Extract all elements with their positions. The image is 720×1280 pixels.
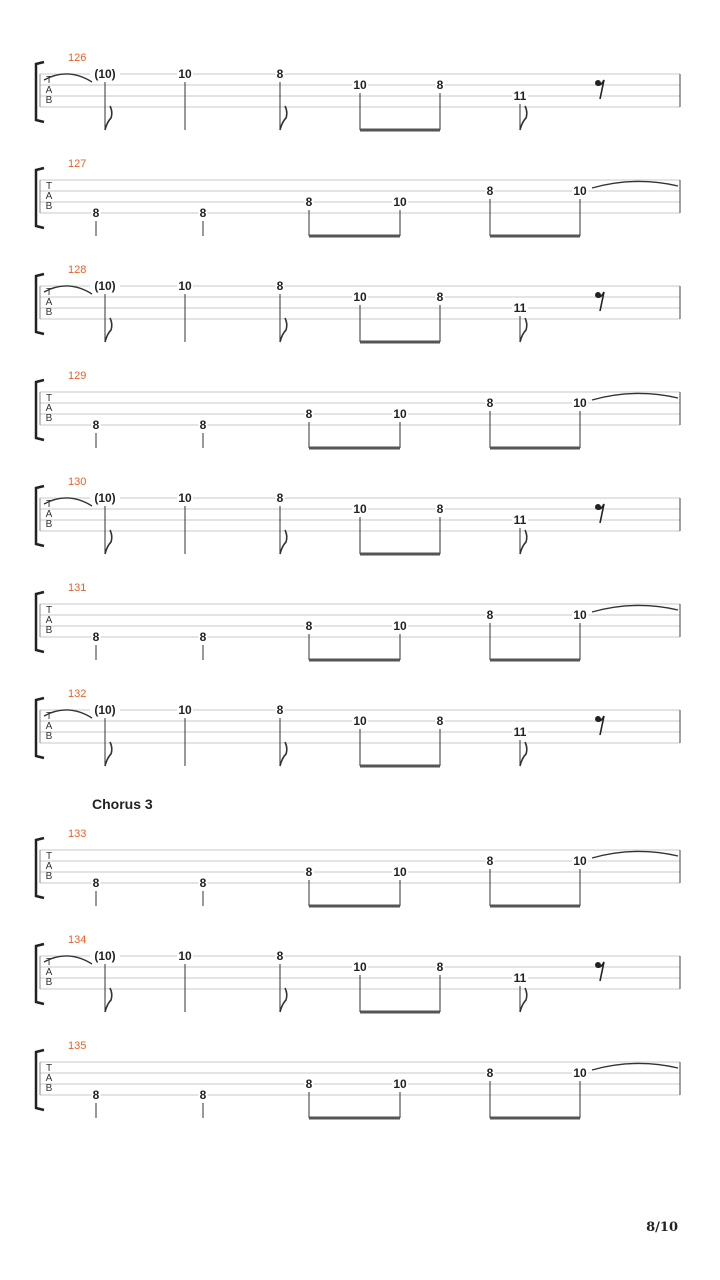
fret-number: 10: [353, 714, 367, 728]
fret-number: 8: [436, 290, 444, 304]
staff-system: [0, 934, 720, 1034]
fret-number: 8: [92, 418, 100, 432]
fret-number: 8: [199, 876, 207, 890]
fret-number: 11: [513, 301, 527, 315]
fret-number: 10: [353, 960, 367, 974]
tab-staff-svg: [0, 476, 720, 576]
staff-system: [0, 52, 720, 152]
eighth-flag: [280, 106, 287, 130]
tab-clef-letter: B: [45, 1083, 53, 1094]
tab-clef-letter: B: [45, 307, 53, 318]
fret-number: 10: [393, 619, 407, 633]
tab-staff-svg: [0, 582, 720, 682]
tab-clef-letter: A: [45, 403, 53, 414]
tab-clef-letter: B: [45, 201, 53, 212]
tab-clef-letter: T: [45, 287, 53, 298]
staff-system: [0, 370, 720, 470]
tab-clef-letter: T: [45, 181, 53, 192]
outgoing-tie: [592, 181, 678, 188]
tab-clef-letter: A: [45, 721, 53, 732]
fret-number: 10: [393, 407, 407, 421]
fret-number: 11: [513, 725, 527, 739]
measure-number: 128: [68, 264, 87, 276]
fret-number: 10: [178, 703, 192, 717]
fret-number: 8: [436, 502, 444, 516]
fret-number: 8: [199, 630, 207, 644]
fret-number: 10: [393, 1077, 407, 1091]
tab-clef-letter: T: [45, 711, 53, 722]
tab-clef-letter: A: [45, 967, 53, 978]
fret-number: 11: [513, 89, 527, 103]
fret-number: 8: [199, 418, 207, 432]
fret-number: (10): [94, 949, 116, 963]
fret-number: 8: [305, 195, 313, 209]
eighth-flag: [280, 988, 287, 1012]
outgoing-tie: [592, 851, 678, 858]
fret-number: 8: [92, 206, 100, 220]
staff-system: [0, 158, 720, 258]
fret-number: 10: [353, 78, 367, 92]
fret-number: 10: [178, 279, 192, 293]
measure-number: 133: [68, 828, 87, 840]
staff-system: [0, 828, 720, 928]
tab-clef-letter: B: [45, 95, 53, 106]
measure-number: 132: [68, 688, 87, 700]
fret-number: 8: [486, 396, 494, 410]
fret-number: 8: [276, 703, 284, 717]
tab-clef-letter: B: [45, 625, 53, 636]
fret-number: (10): [94, 703, 116, 717]
fret-number: 8: [305, 1077, 313, 1091]
fret-number: 10: [393, 195, 407, 209]
tab-clef-letter: A: [45, 615, 53, 626]
tab-clef-letter: A: [45, 861, 53, 872]
tab-staff-svg: [0, 264, 720, 364]
eighth-flag: [105, 106, 112, 130]
measure-number: 130: [68, 476, 87, 488]
fret-number: 8: [92, 1088, 100, 1102]
eighth-flag: [520, 318, 527, 342]
fret-number: 10: [353, 502, 367, 516]
staff-system: [0, 688, 720, 788]
staff-system: [0, 582, 720, 682]
fret-number: 11: [513, 513, 527, 527]
fret-number: 10: [573, 1066, 587, 1080]
measure-number: 134: [68, 934, 87, 946]
fret-number: 8: [486, 1066, 494, 1080]
outgoing-tie: [592, 393, 678, 400]
measure-number: 135: [68, 1040, 87, 1052]
fret-number: 8: [305, 865, 313, 879]
eighth-flag: [520, 106, 527, 130]
tab-staff-svg: [0, 688, 720, 788]
tab-staff-svg: [0, 158, 720, 258]
fret-number: 10: [178, 491, 192, 505]
fret-number: 10: [353, 290, 367, 304]
tab-clef-letter: A: [45, 191, 53, 202]
page-number: 8/10: [646, 1220, 678, 1235]
tab-clef-letter: B: [45, 871, 53, 882]
tab-clef-letter: T: [45, 393, 53, 404]
fret-number: 10: [573, 396, 587, 410]
tab-clef-letter: A: [45, 509, 53, 520]
eighth-flag: [520, 988, 527, 1012]
fret-number: 8: [486, 854, 494, 868]
fret-number: 8: [305, 407, 313, 421]
eighth-flag: [105, 988, 112, 1012]
eighth-flag: [105, 742, 112, 766]
eighth-flag: [105, 530, 112, 554]
eighth-flag: [280, 742, 287, 766]
tab-clef-letter: T: [45, 851, 53, 862]
tab-clef-letter: B: [45, 977, 53, 988]
staff-system: [0, 1040, 720, 1140]
tab-staff-svg: [0, 52, 720, 152]
fret-number: 8: [276, 67, 284, 81]
tab-staff-svg: [0, 828, 720, 928]
tab-clef-letter: A: [45, 85, 53, 96]
measure-number: 126: [68, 52, 87, 64]
tab-clef-letter: A: [45, 297, 53, 308]
tab-clef-letter: T: [45, 499, 53, 510]
fret-number: 8: [276, 491, 284, 505]
outgoing-tie: [592, 605, 678, 612]
fret-number: 8: [276, 279, 284, 293]
fret-number: (10): [94, 279, 116, 293]
fret-number: 10: [393, 865, 407, 879]
tab-clef-letter: T: [45, 605, 53, 616]
measure-number: 129: [68, 370, 87, 382]
tab-clef-letter: A: [45, 1073, 53, 1084]
fret-number: 10: [573, 184, 587, 198]
fret-number: (10): [94, 491, 116, 505]
tab-clef-letter: T: [45, 1063, 53, 1074]
staff-system: [0, 264, 720, 364]
fret-number: 8: [486, 184, 494, 198]
tab-staff-svg: [0, 934, 720, 1034]
eighth-flag: [105, 318, 112, 342]
fret-number: 11: [513, 971, 527, 985]
tab-staff-svg: [0, 1040, 720, 1140]
fret-number: 10: [573, 608, 587, 622]
eighth-flag: [280, 318, 287, 342]
fret-number: 10: [178, 67, 192, 81]
fret-number: 10: [573, 854, 587, 868]
fret-number: 8: [436, 78, 444, 92]
fret-number: 8: [199, 1088, 207, 1102]
fret-number: 8: [92, 630, 100, 644]
section-label: Chorus 3: [92, 796, 153, 812]
fret-number: 8: [436, 714, 444, 728]
fret-number: 8: [92, 876, 100, 890]
tab-clef-letter: B: [45, 731, 53, 742]
tab-staff-svg: [0, 370, 720, 470]
fret-number: 8: [199, 206, 207, 220]
tab-clef-letter: B: [45, 413, 53, 424]
outgoing-tie: [592, 1063, 678, 1070]
tab-clef-letter: T: [45, 75, 53, 86]
fret-number: 8: [305, 619, 313, 633]
fret-number: 8: [436, 960, 444, 974]
staff-system: [0, 476, 720, 576]
eighth-flag: [520, 742, 527, 766]
eighth-flag: [280, 530, 287, 554]
measure-number: 127: [68, 158, 87, 170]
fret-number: 10: [178, 949, 192, 963]
tab-clef-letter: T: [45, 957, 53, 968]
eighth-flag: [520, 530, 527, 554]
measure-number: 131: [68, 582, 87, 594]
fret-number: 8: [486, 608, 494, 622]
fret-number: 8: [276, 949, 284, 963]
tab-clef-letter: B: [45, 519, 53, 530]
fret-number: (10): [94, 67, 116, 81]
